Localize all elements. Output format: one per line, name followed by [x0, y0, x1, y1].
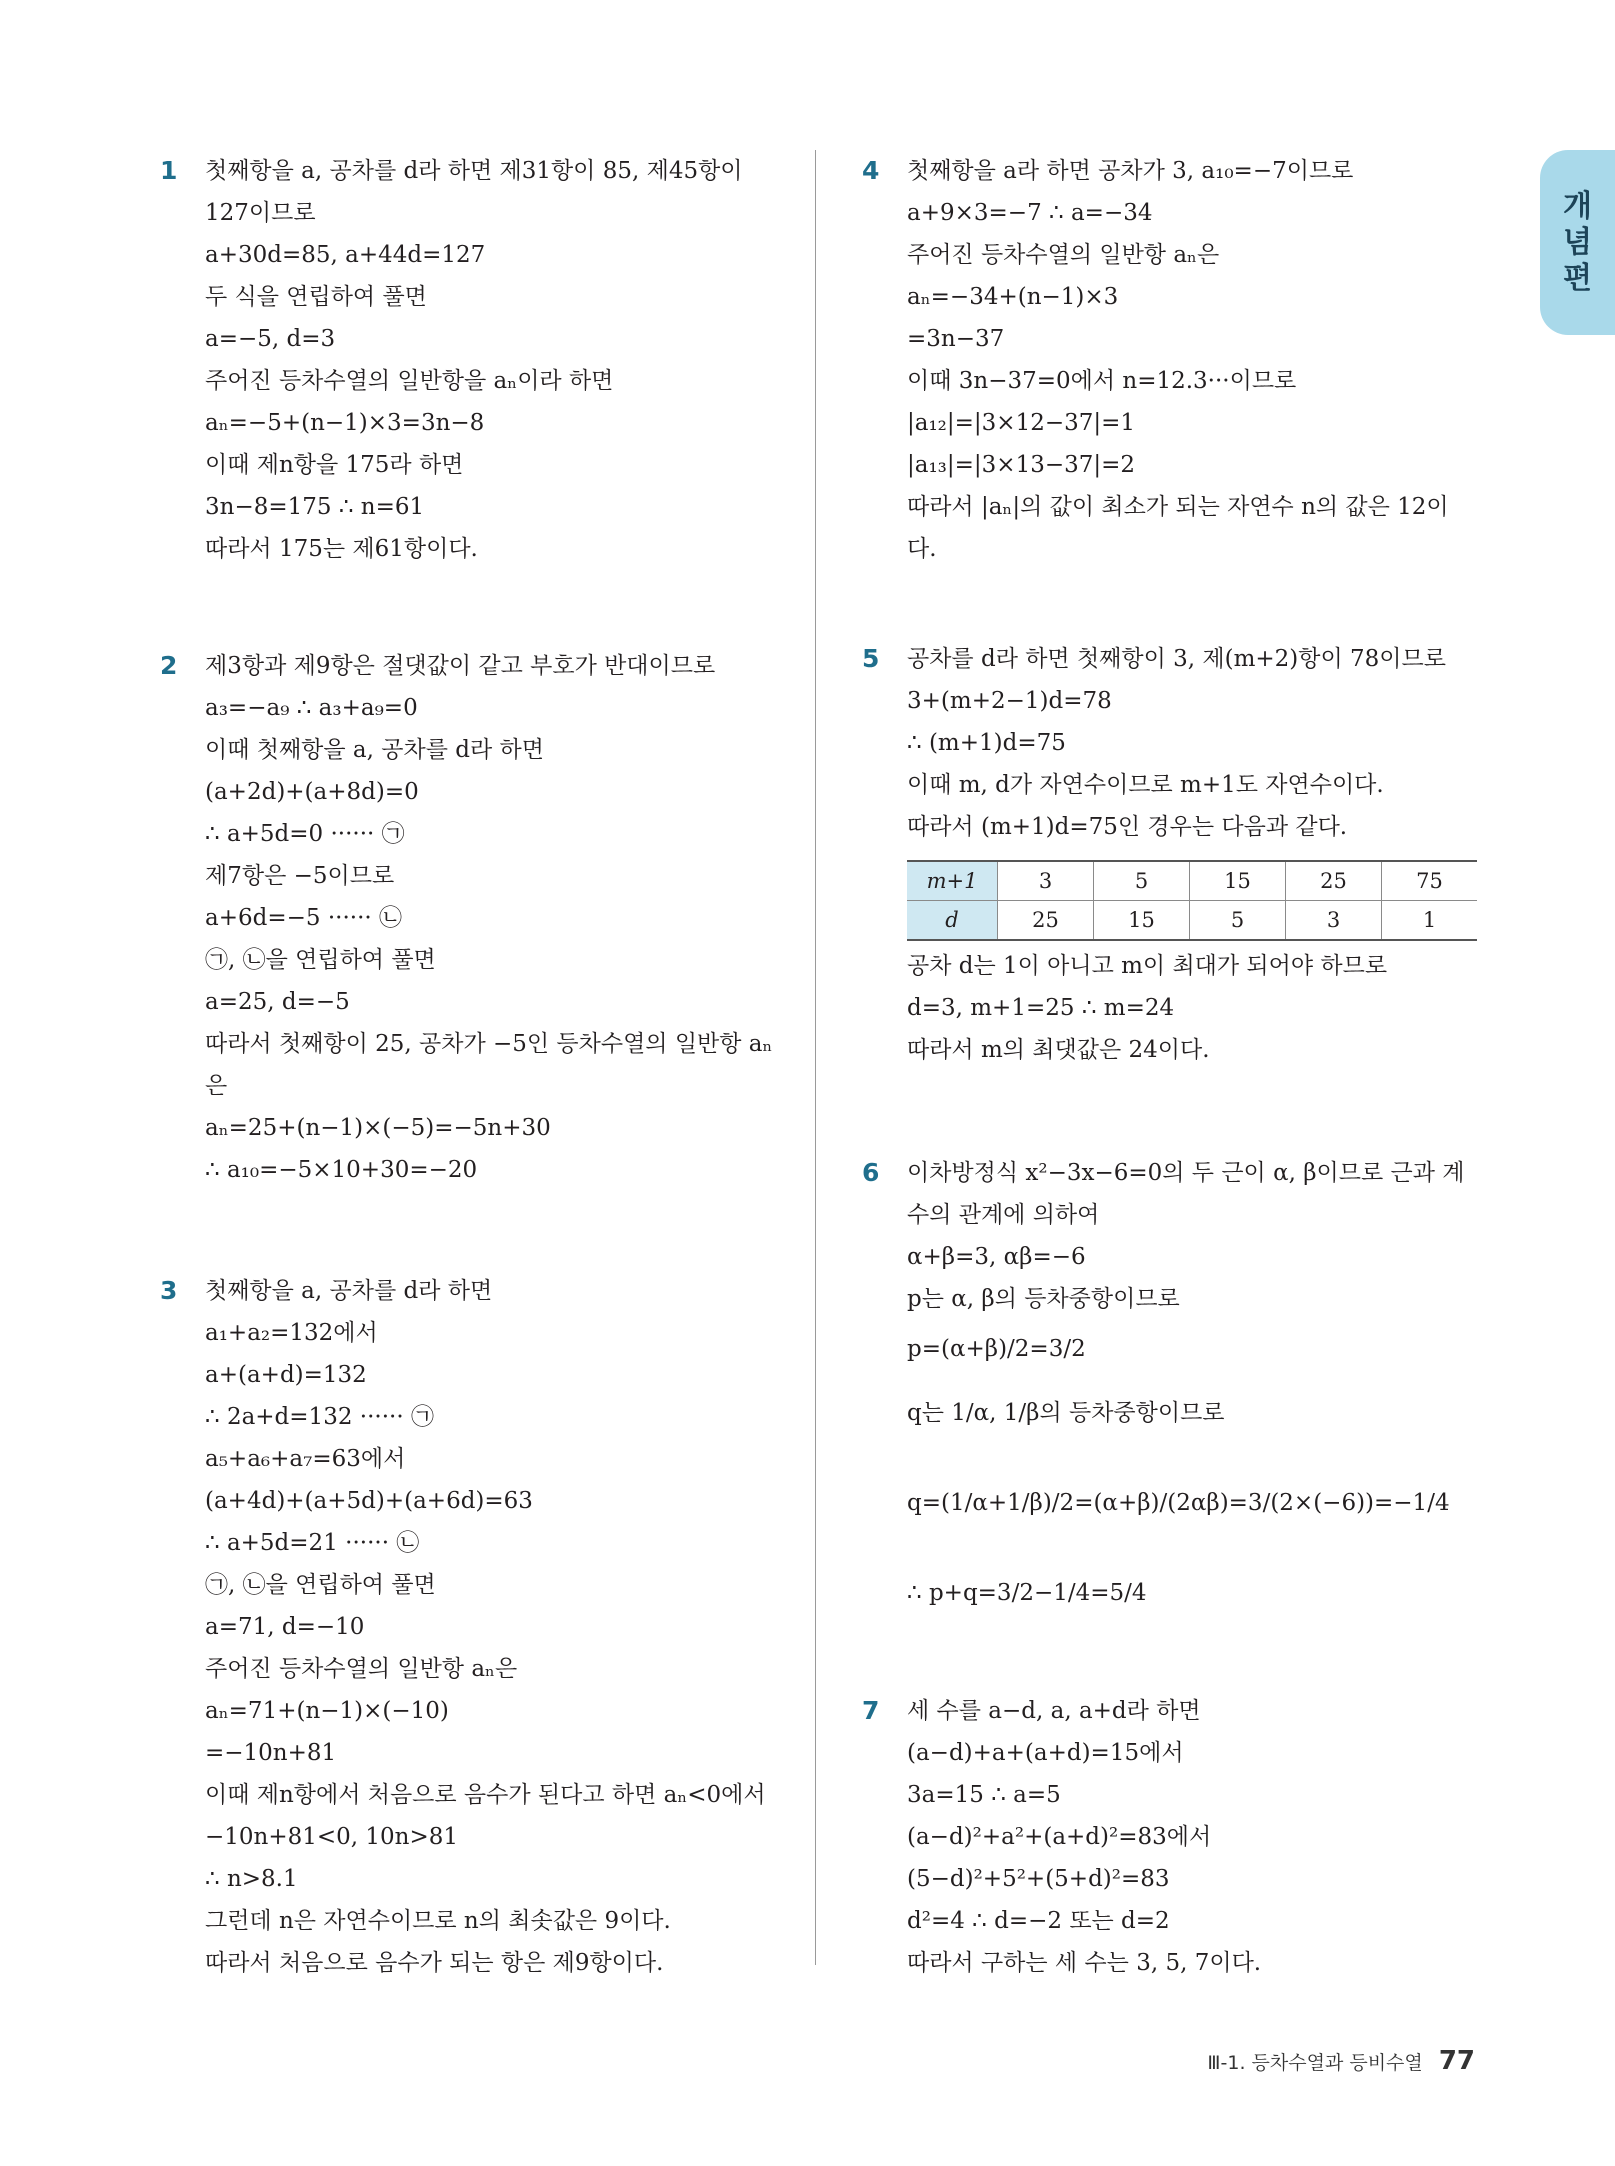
solution-line: (a+4d)+(a+5d)+(a+6d)=63: [205, 1488, 533, 1514]
section-tab: [1540, 150, 1615, 335]
cases-table: [907, 860, 1477, 941]
solution-line: aₙ=71+(n−1)×(−10): [205, 1698, 449, 1724]
solution-line: ∴ a+5d=0 ······ ㉠: [205, 821, 405, 847]
solution-line: 제7항은 −5이므로: [205, 863, 395, 889]
solution-line: 공차를 d라 하면 첫째항이 3, 제(m+2)항이 78이므로: [907, 646, 1446, 672]
solution-line: 3a=15 ∴ a=5: [907, 1782, 1061, 1808]
solution-line: 이때 첫째항을 a, 공차를 d라 하면: [205, 737, 544, 763]
solution-line: 따라서 첫째항이 25, 공차가 −5인 등차수열의 일반항 aₙ: [205, 1031, 773, 1057]
table-cell: 25: [1286, 861, 1382, 901]
problem-number: 3: [160, 1276, 178, 1305]
solution-line: 첫째항을 a, 공차를 d라 하면 제31항이 85, 제45항이: [205, 158, 743, 184]
problem-number: 7: [862, 1696, 880, 1725]
solution-line: 3n−8=175 ∴ n=61: [205, 494, 425, 520]
solution-line: −10n+81<0, 10n>81: [205, 1824, 459, 1850]
solution-line: 127이므로: [205, 200, 316, 226]
solution-line: ∴ (m+1)d=75: [907, 730, 1066, 756]
solution-line: aₙ=−34+(n−1)×3: [907, 284, 1119, 310]
solution-line: 따라서 m의 최댓값은 24이다.: [907, 1037, 1210, 1063]
problem-number: 6: [862, 1158, 880, 1187]
solution-line: (a+2d)+(a+8d)=0: [205, 779, 419, 805]
solution-line: q=(1/α+1/β)/2=(α+β)/(2αβ)=3/(2×(−6))=−1/4: [907, 1490, 1450, 1516]
solution-line: α+β=3, αβ=−6: [907, 1244, 1086, 1270]
chapter-title: Ⅲ-1. 등차수열과 등비수열: [1207, 2052, 1423, 2074]
solution-line: =−10n+81: [205, 1740, 337, 1766]
solution-line: 따라서 (m+1)d=75인 경우는 다음과 같다.: [907, 814, 1348, 840]
solution-line: 공차 d는 1이 아니고 m이 최대가 되어야 하므로: [907, 953, 1388, 979]
problem-number: 4: [862, 156, 880, 185]
table-cell: 15: [1094, 901, 1190, 941]
solution-line: a=71, d=−10: [205, 1614, 365, 1640]
section-tab-char: 개: [1563, 188, 1592, 224]
solution-line: a₁+a₂=132에서: [205, 1320, 378, 1346]
solution-line: 이때 m, d가 자연수이므로 m+1도 자연수이다.: [907, 772, 1384, 798]
solution-line: 첫째항을 a, 공차를 d라 하면: [205, 1278, 493, 1304]
solution-line: p=(α+β)/2=3/2: [907, 1336, 1086, 1362]
solution-line: a₅+a₆+a₇=63에서: [205, 1446, 406, 1472]
page-number: 77: [1438, 2046, 1475, 2076]
solution-line: 따라서 |aₙ|의 값이 최소가 되는 자연수 n의 값은 12이: [907, 494, 1449, 520]
page-footer: [1207, 2046, 1475, 2076]
table-cell: 15: [1190, 861, 1286, 901]
solution-line: 주어진 등차수열의 일반항을 aₙ이라 하면: [205, 368, 614, 394]
table-cell: 25: [998, 901, 1094, 941]
solution-line: q는 1/α, 1/β의 등차중항이므로: [907, 1400, 1225, 1426]
table-cell: 5: [1190, 901, 1286, 941]
solution-line: 다.: [907, 536, 937, 562]
solution-line: ㉠, ㉡을 연립하여 풀면: [205, 947, 436, 973]
solution-line: 주어진 등차수열의 일반항 aₙ은: [205, 1656, 518, 1682]
solution-line: a+6d=−5 ······ ㉡: [205, 905, 403, 931]
solution-line: 이차방정식 x²−3x−6=0의 두 근이 α, β이므로 근과 계: [907, 1160, 1465, 1186]
table-cell: 5: [1094, 861, 1190, 901]
solution-line: 이때 제n항에서 처음으로 음수가 된다고 하면 aₙ<0에서: [205, 1782, 766, 1808]
table-header-cell: d: [907, 901, 998, 941]
solution-line: 따라서 175는 제61항이다.: [205, 536, 478, 562]
solution-line: a+(a+d)=132: [205, 1362, 367, 1388]
solution-line: aₙ=−5+(n−1)×3=3n−8: [205, 410, 485, 436]
table-row: [907, 901, 1477, 941]
solution-line: aₙ=25+(n−1)×(−5)=−5n+30: [205, 1115, 551, 1141]
solution-line: d=3, m+1=25 ∴ m=24: [907, 995, 1175, 1021]
solution-line: a=25, d=−5: [205, 989, 350, 1015]
solution-line: =3n−37: [907, 326, 1005, 352]
solution-line: 제3항과 제9항은 절댓값이 같고 부호가 반대이므로: [205, 653, 716, 679]
solution-line: a+30d=85, a+44d=127: [205, 242, 486, 268]
solution-line: ∴ n>8.1: [205, 1866, 298, 1892]
table-cell: 3: [998, 861, 1094, 901]
solution-line: |a₁₃|=|3×13−37|=2: [907, 452, 1136, 478]
column-divider: [815, 150, 816, 1965]
solution-line: 세 수를 a−d, a, a+d라 하면: [907, 1698, 1201, 1724]
table-cell: 3: [1286, 901, 1382, 941]
solution-line: 3+(m+2−1)d=78: [907, 688, 1112, 714]
solution-line: (a−d)²+a²+(a+d)²=83에서: [907, 1824, 1212, 1850]
section-tab-char: 념: [1563, 224, 1592, 260]
solution-line: 수의 관계에 의하여: [907, 1202, 1100, 1228]
solution-line: 첫째항을 a라 하면 공차가 3, a₁₀=−7이므로: [907, 158, 1354, 184]
table-cell: 1: [1382, 901, 1478, 941]
solution-line: a₃=−a₉ ∴ a₃+a₉=0: [205, 695, 418, 721]
problem-number: 5: [862, 644, 880, 673]
solution-line: 두 식을 연립하여 풀면: [205, 284, 427, 310]
solution-line: ∴ a₁₀=−5×10+30=−20: [205, 1157, 478, 1183]
solution-line: a=−5, d=3: [205, 326, 336, 352]
solution-line: d²=4 ∴ d=−2 또는 d=2: [907, 1908, 1170, 1934]
solution-line: ∴ p+q=3/2−1/4=5/4: [907, 1580, 1147, 1606]
solution-line: p는 α, β의 등차중항이므로: [907, 1286, 1180, 1312]
table-row: [907, 861, 1477, 901]
table-header-cell: m+1: [907, 861, 998, 901]
solution-line: a+9×3=−7 ∴ a=−34: [907, 200, 1153, 226]
solution-line: 따라서 처음으로 음수가 되는 항은 제9항이다.: [205, 1950, 664, 1976]
solution-line: 따라서 구하는 세 수는 3, 5, 7이다.: [907, 1950, 1262, 1976]
solution-line: 은: [205, 1073, 228, 1099]
table-cell: 75: [1382, 861, 1478, 901]
solution-line: 이때 3n−37=0에서 n=12.3···이므로: [907, 368, 1297, 394]
solution-line: ∴ 2a+d=132 ······ ㉠: [205, 1404, 434, 1430]
section-tab-char: 편: [1563, 260, 1592, 296]
solution-line: 주어진 등차수열의 일반항 aₙ은: [907, 242, 1220, 268]
solution-line: 이때 제n항을 175라 하면: [205, 452, 464, 478]
solution-line: (a−d)+a+(a+d)=15에서: [907, 1740, 1184, 1766]
solution-line: (5−d)²+5²+(5+d)²=83: [907, 1866, 1170, 1892]
solution-line: ㉠, ㉡을 연립하여 풀면: [205, 1572, 436, 1598]
problem-number: 2: [160, 651, 178, 680]
solution-line: |a₁₂|=|3×12−37|=1: [907, 410, 1136, 436]
solution-line: ∴ a+5d=21 ······ ㉡: [205, 1530, 420, 1556]
solution-line: 그런데 n은 자연수이므로 n의 최솟값은 9이다.: [205, 1908, 671, 1934]
problem-number: 1: [160, 156, 178, 185]
